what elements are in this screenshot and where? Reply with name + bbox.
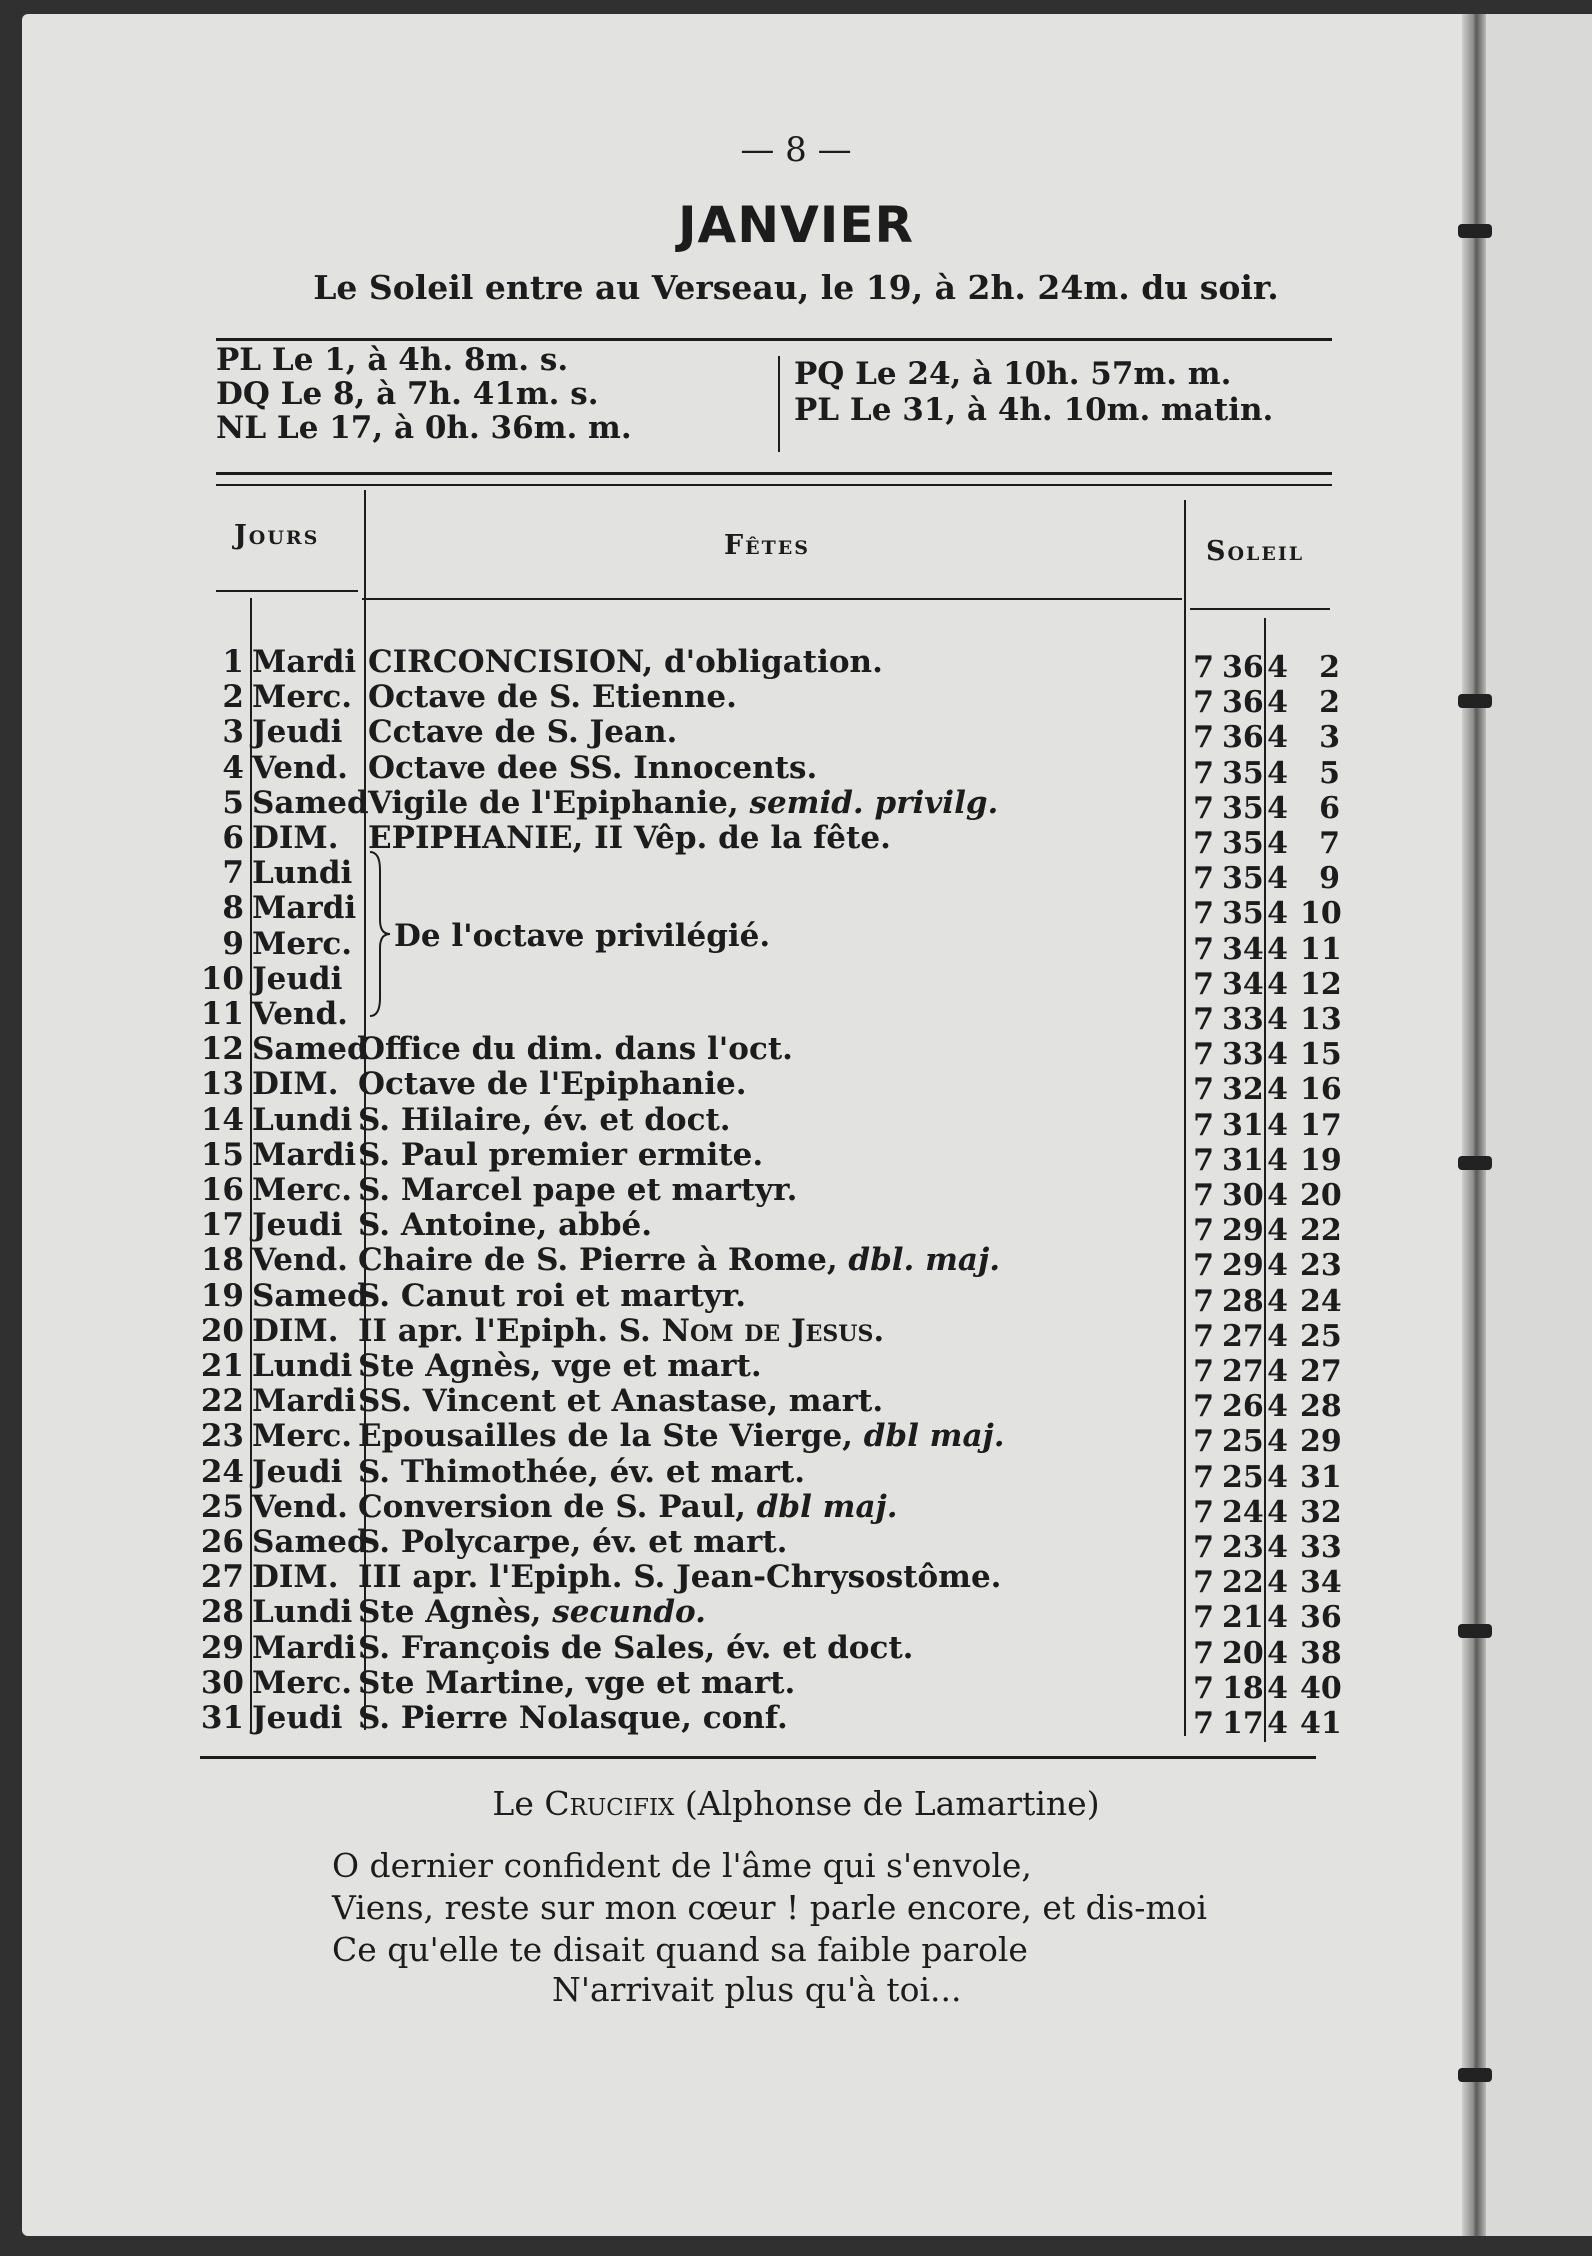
weekday: Samed: [252, 784, 369, 821]
sunset-hour: 4: [1267, 1072, 1288, 1108]
sunrise-hour: 7: [1193, 931, 1214, 967]
feast-text: S. Hilaire, év. et doct.: [358, 1101, 731, 1138]
top-rule: [216, 338, 1332, 341]
weekday: Vend.: [252, 749, 348, 786]
sunrise-hour: 7: [1193, 1107, 1214, 1143]
feast-rank: secundo.: [552, 1594, 706, 1631]
feast-text: II apr. l'Epiph. S.: [358, 1312, 662, 1349]
feast-text: Chaire de S. Pierre à Rome,: [358, 1242, 849, 1279]
weekday: Mardi: [252, 644, 357, 680]
day-number: 3: [222, 714, 244, 751]
sunrise-hour: 7: [1193, 966, 1214, 1002]
feast-entry: [358, 1031, 793, 1067]
feast-entry: [358, 1383, 883, 1419]
sunset-minute: 41: [1300, 1706, 1342, 1741]
sunrise-hour: 7: [1193, 650, 1214, 685]
feast-entry: [358, 1102, 731, 1138]
sunset-hour: 4: [1267, 826, 1288, 861]
sunrise-hour: 7: [1193, 1248, 1214, 1284]
weekday: Mardi: [252, 890, 357, 927]
sunset-minute: 17: [1300, 1107, 1342, 1143]
weekday: Merc.: [252, 1172, 353, 1208]
sunrise-minute: 30: [1222, 1178, 1264, 1213]
sunset-hour: 4: [1267, 1565, 1288, 1601]
day-number: 29: [200, 1629, 244, 1666]
sunset-minute: 23: [1300, 1248, 1342, 1284]
weekday: Jeudi: [252, 960, 343, 997]
feast-text: S. Antoine, abbé.: [358, 1207, 653, 1244]
sunrise-minute: 35: [1222, 896, 1264, 932]
sunset-hour: 4: [1267, 1142, 1288, 1178]
sunset-hour: 4: [1267, 1318, 1288, 1354]
weekday: Lundi: [252, 855, 353, 892]
phase-line: PL Le 31, à 4h. 10m. matin.: [794, 392, 1274, 428]
day-number: 11: [200, 996, 244, 1032]
feast-entry: [358, 1137, 763, 1173]
sunrise-hour: 7: [1193, 826, 1214, 861]
sunrise-minute: 24: [1222, 1494, 1264, 1530]
sunrise-hour: 7: [1193, 1530, 1214, 1565]
sunrise-hour: 7: [1193, 755, 1214, 791]
sunrise-minute: 34: [1222, 931, 1264, 967]
sunset-minute: 10: [1300, 896, 1342, 932]
sunrise-minute: 35: [1222, 826, 1264, 861]
feast-text: Epousailles de la Ste Vierge,: [358, 1418, 864, 1455]
sunset-minute: 31: [1300, 1459, 1342, 1495]
feast-text: Ste Martine, vge et mart.: [358, 1664, 796, 1701]
poem-line: Ce qu'elle te disait quand sa faible parole: [332, 1930, 1028, 1969]
weekday: DIM.: [252, 1312, 339, 1349]
sunset-minute: 27: [1300, 1354, 1342, 1389]
sunset-minute: 28: [1300, 1389, 1342, 1425]
feast-text: Ste Agnès, vge et mart.: [358, 1348, 762, 1384]
column-divider: [1184, 500, 1186, 1736]
sunset-minute: 6: [1319, 790, 1340, 826]
sunset-minute: 36: [1300, 1600, 1342, 1636]
feast-text: Office du dim. dans l'oct.: [358, 1031, 793, 1068]
sunrise-minute: 25: [1222, 1459, 1264, 1495]
poem-title-prefix: Le: [492, 1784, 545, 1823]
feast-entry: [358, 1278, 746, 1314]
sunset-hour: 4: [1267, 1037, 1288, 1073]
sunrise-minute: 31: [1222, 1107, 1264, 1143]
sunset-hour: 4: [1267, 1248, 1288, 1284]
sunrise-minute: 35: [1222, 755, 1264, 791]
month-title: JANVIER: [677, 196, 915, 254]
feast-text: Ste Agnès,: [358, 1594, 553, 1631]
sunrise-minute: 36: [1222, 685, 1264, 721]
sunset-minute: 20: [1300, 1178, 1342, 1213]
weekday: Merc.: [252, 1418, 353, 1455]
sunrise-hour: 7: [1193, 1213, 1214, 1249]
poem-line: N'arrivait plus qu'à toi...: [552, 1970, 962, 2009]
weekday: Merc.: [252, 679, 353, 716]
weekday: Mardi: [252, 1383, 357, 1420]
header-underline: [1190, 608, 1330, 610]
sunrise-minute: 35: [1222, 861, 1264, 897]
sunset-hour: 4: [1267, 1635, 1288, 1671]
day-number: 19: [200, 1277, 244, 1314]
feast-text: S. François de Sales, év. et doct.: [358, 1629, 914, 1666]
sunrise-hour: 7: [1193, 1670, 1214, 1706]
sunrise-hour: 7: [1193, 1494, 1214, 1530]
phase-line: NL Le 17, à 0h. 36m. m.: [216, 410, 632, 446]
sunset-minute: 16: [1300, 1072, 1342, 1108]
feast-entry: [358, 1242, 1000, 1278]
binding-stitch: [1458, 694, 1492, 708]
feast-text: S. Thimothée, év. et mart.: [358, 1453, 805, 1490]
sunrise-hour: 7: [1193, 1037, 1214, 1073]
sunrise-hour: 7: [1193, 1424, 1214, 1460]
weekday: Jeudi: [252, 1453, 343, 1490]
feast-entry: [368, 820, 891, 856]
weekday: Samed: [252, 1277, 369, 1314]
header-soleil: Soleil: [1206, 536, 1305, 567]
poem-line: Viens, reste sur mon cœur ! parle encore, et dis-moi: [332, 1888, 1208, 1927]
feast-text: EPIPHANIE, II Vêp. de la fête.: [368, 820, 891, 856]
sunrise-hour: 7: [1193, 720, 1214, 756]
day-number: 17: [200, 1207, 244, 1244]
sunset-minute: 9: [1319, 861, 1340, 897]
sunrise-minute: 28: [1222, 1283, 1264, 1319]
weekday: DIM.: [252, 820, 339, 856]
sunset-minute: 24: [1300, 1283, 1342, 1319]
feast-rank: dbl. maj.: [848, 1242, 1001, 1279]
sunrise-hour: 7: [1193, 1002, 1214, 1037]
binding-stitch: [1458, 1624, 1492, 1638]
feast-text: Octave de S. Etienne.: [368, 679, 737, 716]
feast-entry: [358, 1594, 706, 1630]
day-number: 12: [200, 1031, 244, 1068]
sunrise-hour: 7: [1193, 1459, 1214, 1495]
sunset-minute: 3: [1319, 720, 1340, 756]
sunrise-hour: 7: [1193, 861, 1214, 897]
feast-name: Nom de Jesus.: [661, 1312, 885, 1349]
day-number: 28: [200, 1594, 244, 1631]
weekday: Vend.: [252, 1242, 348, 1279]
sunrise-minute: 35: [1222, 790, 1264, 826]
feast-text: S. Marcel pape et martyr.: [358, 1172, 798, 1208]
binding-stitch: [1458, 1156, 1492, 1170]
sunset-minute: 11: [1300, 931, 1342, 967]
day-number: 23: [200, 1418, 244, 1455]
page-number: — 8 —: [740, 130, 852, 170]
sunrise-hour: 7: [1193, 1706, 1214, 1741]
day-number: 14: [200, 1101, 244, 1138]
double-rule-bottom: [216, 484, 1332, 486]
sunrise-hour: 7: [1193, 1283, 1214, 1319]
sunrise-minute: 20: [1222, 1635, 1264, 1671]
sunrise-minute: 34: [1222, 966, 1264, 1002]
sunrise-hour: 7: [1193, 1389, 1214, 1425]
sunset-minute: 25: [1300, 1318, 1342, 1354]
sunrise-minute: 17: [1222, 1706, 1264, 1741]
header-fetes: Fêtes: [724, 530, 810, 561]
day-number: 4: [222, 749, 244, 786]
poem-line: O dernier confident de l'âme qui s'envole,: [332, 1846, 1032, 1885]
sunset-minute: 2: [1319, 650, 1340, 685]
sunset-hour: 4: [1267, 1459, 1288, 1495]
sunrise-hour: 7: [1193, 1600, 1214, 1636]
sunset-minute: 38: [1300, 1635, 1342, 1671]
feast-text: III apr. l'Epiph. S. Jean-Chrysostôme.: [358, 1559, 1002, 1596]
day-number: 27: [200, 1559, 244, 1596]
sunset-hour: 4: [1267, 650, 1288, 685]
weekday: Jeudi: [252, 1700, 343, 1736]
book-spine: [1462, 14, 1486, 2236]
feast-entry: [358, 1665, 795, 1701]
sun-entry-note: Le Soleil entre au Verseau, le 19, à 2h. 24m. du soir.: [313, 268, 1279, 307]
day-number: 31: [200, 1700, 244, 1736]
phase-line: PQ Le 24, à 10h. 57m. m.: [794, 356, 1232, 392]
header-jours: Jours: [234, 520, 320, 551]
feast-entry: [358, 1313, 884, 1349]
weekday: Lundi: [252, 1348, 353, 1384]
day-number: 18: [200, 1242, 244, 1279]
feast-text: CIRCONCISION, d'obligation.: [368, 644, 883, 680]
sunset-hour: 4: [1267, 755, 1288, 791]
sunrise-hour: 7: [1193, 1072, 1214, 1108]
sunset-minute: 34: [1300, 1565, 1342, 1601]
sunset-hour: 4: [1267, 1706, 1288, 1741]
weekday: Lundi: [252, 1101, 353, 1138]
weekday: Mardi: [252, 1136, 357, 1173]
day-number: 22: [200, 1383, 244, 1420]
sunset-minute: 12: [1300, 966, 1342, 1002]
sunrise-hour: 7: [1193, 790, 1214, 826]
weekday: Vend.: [252, 1488, 348, 1525]
day-number: 20: [200, 1312, 244, 1349]
sunrise-minute: 36: [1222, 720, 1264, 756]
sunrise-hour: 7: [1193, 896, 1214, 932]
feast-entry: [358, 1418, 1005, 1454]
weekday: Merc.: [252, 925, 353, 962]
sunset-minute: 13: [1300, 1002, 1342, 1037]
sunrise-minute: 32: [1222, 1072, 1264, 1108]
feast-entry: [368, 785, 998, 821]
sunset-hour: 4: [1267, 1283, 1288, 1319]
feast-entry: [358, 1207, 652, 1243]
day-number: 6: [222, 820, 244, 856]
sunset-minute: 32: [1300, 1494, 1342, 1530]
feast-text: S. Paul premier ermite.: [358, 1136, 764, 1173]
feast-entry: [358, 1524, 787, 1560]
feast-text: Cctave de S. Jean.: [368, 714, 678, 751]
feast-text: Octave dee SS. Innocents.: [368, 749, 818, 786]
double-rule-top: [216, 472, 1332, 475]
weekday: Lundi: [252, 1594, 353, 1631]
feast-text: SS. Vincent et Anastase, mart.: [358, 1383, 884, 1420]
sunset-minute: 19: [1300, 1142, 1342, 1178]
sunrise-minute: 22: [1222, 1565, 1264, 1601]
sunset-minute: 29: [1300, 1424, 1342, 1460]
weekday: DIM.: [252, 1559, 339, 1596]
sunset-hour: 4: [1267, 1670, 1288, 1706]
weekday: DIM.: [252, 1066, 339, 1103]
sunrise-minute: 27: [1222, 1318, 1264, 1354]
day-number: 5: [222, 784, 244, 821]
sunrise-minute: 33: [1222, 1002, 1264, 1037]
feast-text: Conversion de S. Paul,: [358, 1488, 757, 1525]
feast-rank: dbl maj.: [863, 1418, 1005, 1455]
sunrise-minute: 27: [1222, 1354, 1264, 1389]
day-number: 21: [200, 1348, 244, 1384]
sunset-hour: 4: [1267, 720, 1288, 756]
sunset-hour: 4: [1267, 1600, 1288, 1636]
sunrise-hour: 7: [1193, 685, 1214, 721]
sunset-hour: 4: [1267, 1389, 1288, 1425]
phase-line: PL Le 1, à 4h. 8m. s.: [216, 342, 569, 378]
day-number: 15: [200, 1136, 244, 1173]
feast-entry: [358, 1630, 913, 1666]
poem-title-word: Crucifix: [544, 1784, 675, 1823]
weekday: Samed: [252, 1524, 369, 1560]
sunset-minute: 15: [1300, 1037, 1342, 1073]
sunrise-minute: 29: [1222, 1213, 1264, 1249]
day-number: 7: [222, 855, 244, 892]
sunset-hour: 4: [1267, 1530, 1288, 1565]
day-number: 24: [200, 1453, 244, 1490]
sunset-minute: 2: [1319, 685, 1340, 721]
day-number: 8: [222, 890, 244, 927]
feast-entry: [368, 679, 737, 715]
weekday: Vend.: [252, 996, 348, 1032]
sunrise-hour: 7: [1193, 1635, 1214, 1671]
sunset-hour: 4: [1267, 790, 1288, 826]
weekday: Mardi: [252, 1629, 357, 1666]
feast-entry: [358, 1454, 805, 1490]
sunset-minute: 33: [1300, 1530, 1342, 1565]
feast-entry: [358, 1348, 762, 1384]
sunset-hour: 4: [1267, 1107, 1288, 1143]
octave-note: De l'octave privilégié.: [394, 918, 771, 954]
sunset-hour: 4: [1267, 861, 1288, 897]
sunrise-hour: 7: [1193, 1318, 1214, 1354]
sunrise-minute: 23: [1222, 1530, 1264, 1565]
feast-entry: [368, 714, 677, 750]
weekday: Samed: [252, 1031, 369, 1068]
brace: [366, 850, 396, 1018]
feast-text: Octave de l'Epiphanie.: [358, 1066, 747, 1103]
sunset-minute: 7: [1319, 826, 1340, 861]
phase-line: DQ Le 8, à 7h. 41m. s.: [216, 376, 599, 412]
sunset-hour: 4: [1267, 1424, 1288, 1460]
feast-rank: dbl maj.: [756, 1488, 898, 1525]
day-number: 9: [222, 925, 244, 962]
bottom-rule: [200, 1756, 1316, 1759]
day-number: 13: [200, 1066, 244, 1103]
feast-text: S. Canut roi et martyr.: [358, 1277, 747, 1314]
poem-title: [0, 1784, 1592, 1823]
feast-entry: [368, 750, 817, 786]
feast-entry: [358, 1559, 1001, 1595]
header-underline: [216, 590, 358, 592]
sunrise-minute: 25: [1222, 1424, 1264, 1460]
day-number: 30: [200, 1664, 244, 1701]
day-number: 25: [200, 1488, 244, 1525]
sunset-hour: 4: [1267, 1494, 1288, 1530]
sunrise-minute: 36: [1222, 650, 1264, 685]
feast-text: S. Polycarpe, év. et mart.: [358, 1524, 788, 1560]
day-number: 1: [222, 644, 244, 680]
sunset-minute: 22: [1300, 1213, 1342, 1249]
sunset-hour: 4: [1267, 685, 1288, 721]
feast-rank: semid. privilg.: [749, 784, 999, 821]
feast-text: S. Pierre Nolasque, conf.: [358, 1700, 788, 1736]
facing-page-edge: [1486, 14, 1592, 2236]
feast-entry: [368, 644, 883, 680]
sunrise-hour: 7: [1193, 1354, 1214, 1389]
sunset-hour: 4: [1267, 1213, 1288, 1249]
sunset-hour: 4: [1267, 966, 1288, 1002]
weekday: Merc.: [252, 1664, 353, 1701]
sunrise-hour: 7: [1193, 1142, 1214, 1178]
day-number: 2: [222, 679, 244, 716]
binding-stitch: [1458, 2068, 1492, 2082]
sunrise-minute: 33: [1222, 1037, 1264, 1073]
sunset-hour: 4: [1267, 896, 1288, 932]
sunrise-hour: 7: [1193, 1178, 1214, 1213]
feast-entry: [358, 1066, 746, 1102]
sunrise-hour: 7: [1193, 1565, 1214, 1601]
sunset-minute: 40: [1300, 1670, 1342, 1706]
sunrise-minute: 18: [1222, 1670, 1264, 1706]
feast-entry: [358, 1700, 788, 1736]
header-underline: [362, 598, 1182, 600]
sunset-hour: 4: [1267, 1002, 1288, 1037]
weekday: Jeudi: [252, 714, 343, 751]
sunrise-minute: 31: [1222, 1142, 1264, 1178]
sunrise-minute: 21: [1222, 1600, 1264, 1636]
day-number: 26: [200, 1524, 244, 1560]
sunset-hour: 4: [1267, 1354, 1288, 1389]
sunset-hour: 4: [1267, 1178, 1288, 1213]
feast-entry: [358, 1172, 797, 1208]
sunset-hour: 4: [1267, 931, 1288, 967]
weekday: Jeudi: [252, 1207, 343, 1244]
day-number: 10: [200, 960, 244, 997]
sunrise-minute: 29: [1222, 1248, 1264, 1284]
sunrise-minute: 26: [1222, 1389, 1264, 1425]
sunset-minute: 5: [1319, 755, 1340, 791]
day-number: 16: [200, 1172, 244, 1208]
feast-entry: [358, 1489, 898, 1525]
phase-divider: [778, 356, 780, 452]
poem-author: (Alphonse de Lamartine): [674, 1784, 1100, 1823]
feast-text: Vigile de l'Epiphanie,: [368, 784, 750, 821]
